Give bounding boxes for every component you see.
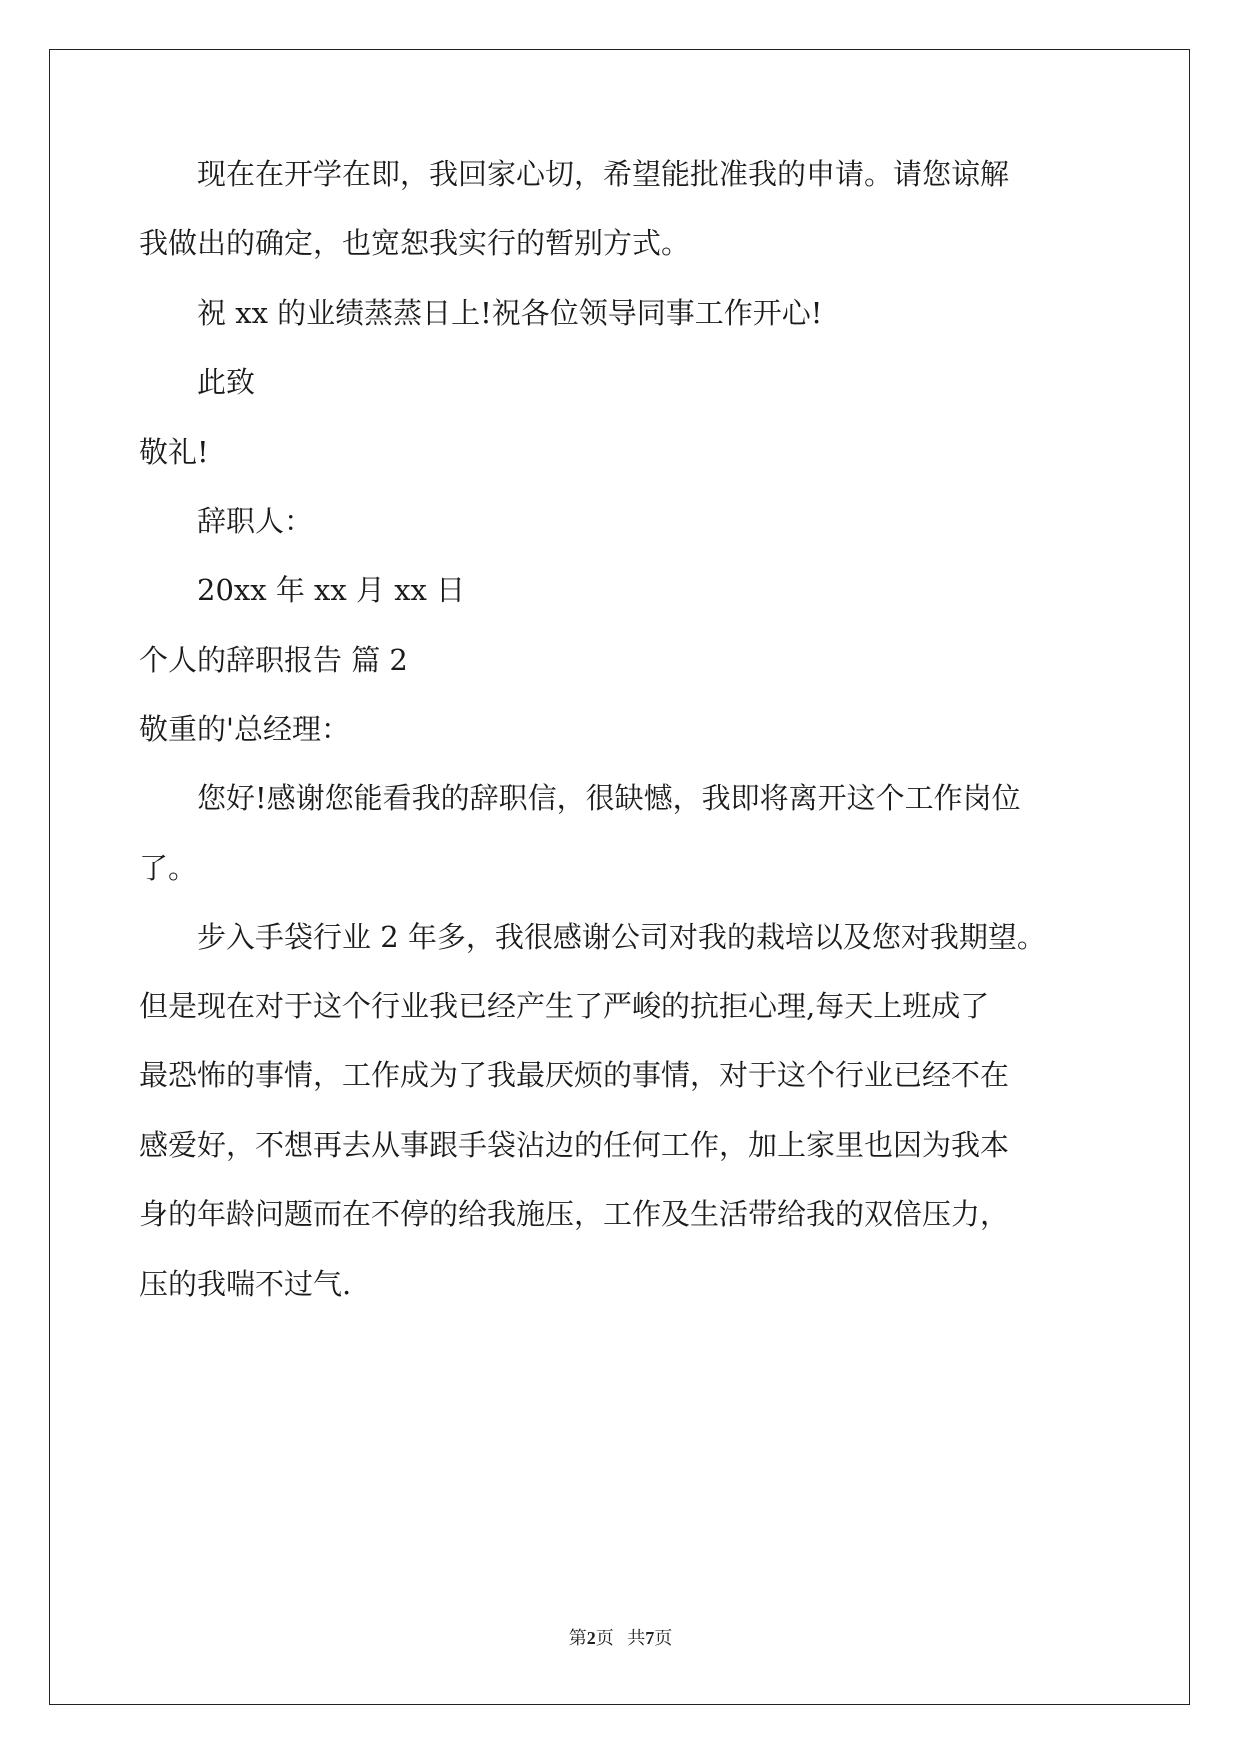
paragraph-3-line-4: 感爱好，不想再去从事跟手袋沾边的任何工作，加上家里也因为我本 (139, 1128, 1010, 1162)
footer-suffix: 页 (654, 1628, 673, 1648)
paragraph-1-line-1: 现在在开学在即，我回家心切，希望能批准我的申请。请您谅解 (197, 157, 1010, 191)
section-title: 个人的辞职报告 篇 2 (139, 643, 408, 677)
paragraph-1-line-2: 我做出的确定，也宽恕我实行的暂别方式。 (139, 226, 691, 260)
wishes-line: 祝 xx 的业绩蒸蒸日上!祝各位领导同事工作开心! (197, 296, 823, 330)
page-footer (0, 1624, 1241, 1650)
signature-label: 辞职人： (197, 504, 314, 538)
paragraph-3-line-1: 步入手袋行业 2 年多，我很感谢公司对我的栽培以及您对我期望。 (197, 920, 1046, 954)
salute-line: 敬礼! (139, 435, 209, 469)
footer-mid: 页 共 (595, 1628, 646, 1648)
salutation-line: 敬重的'总经理： (139, 712, 350, 746)
paragraph-2-line-2: 了。 (139, 851, 198, 885)
paragraph-3-line-3: 最恐怖的事情，工作成为了我最厌烦的事情，对于这个行业已经不在 (139, 1058, 1010, 1092)
footer-current-page: 2 (586, 1628, 596, 1648)
paragraph-3-line-6: 压的我喘不过气. (139, 1267, 352, 1301)
footer-total-pages: 7 (645, 1628, 655, 1648)
closing-line: 此致 (197, 365, 256, 399)
paragraph-3-line-2: 但是现在对于这个行业我已经产生了严峻的抗拒心理,每天上班成了 (139, 989, 990, 1023)
paragraph-2-line-1: 您好!感谢您能看我的辞职信，很缺憾，我即将离开这个工作岗位 (197, 781, 1021, 815)
paragraph-3-line-5: 身的年龄问题而在不停的给我施压，工作及生活带给我的双倍压力， (139, 1197, 1010, 1231)
date-line: 20xx 年 xx 月 xx 日 (197, 573, 466, 607)
footer-prefix: 第 (568, 1628, 587, 1648)
